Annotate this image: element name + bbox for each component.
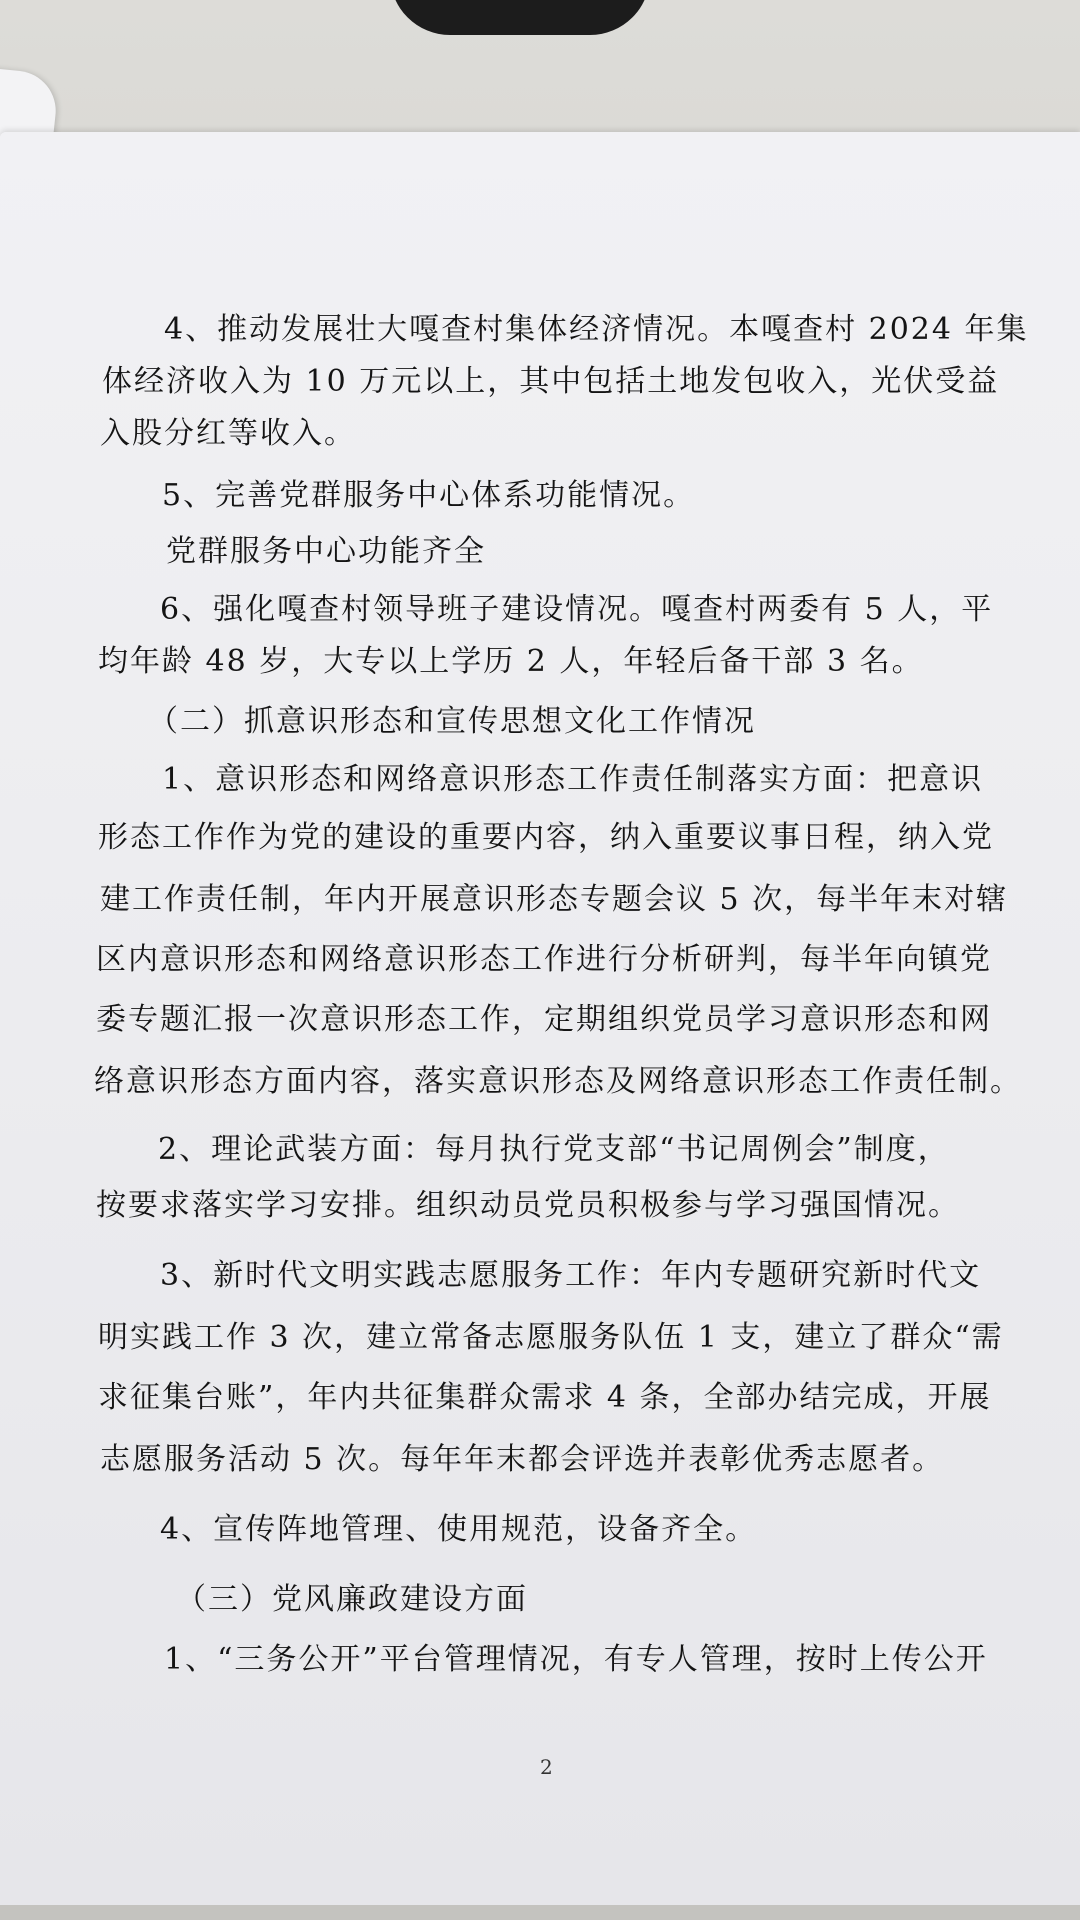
text-line: 求征集台账”，年内共征集群众需求 4 条，全部办结完成，开展 (98, 1380, 992, 1415)
text-line: 2、理论武装方面：每月执行党支部“书记周例会”制度， (158, 1132, 950, 1167)
text-line: 党群服务中心功能齐全 (166, 534, 486, 569)
dark-object (390, 0, 650, 35)
text-line: 均年龄 48 岁，大专以上学历 2 人，年轻后备干部 3 名。 (98, 644, 924, 679)
text-line: 入股分红等收入。 (100, 416, 356, 451)
text-line: 1、意识形态和网络意识形态工作责任制落实方面：把意识 (162, 762, 984, 797)
text-line: 委专题汇报一次意识形态工作，定期组织党员学习意识形态和网 (96, 1002, 992, 1037)
text-line: 3、新时代文明实践志愿服务工作：年内专题研究新时代文 (160, 1258, 982, 1293)
text-line: 4、宣传阵地管理、使用规范，设备齐全。 (160, 1512, 758, 1547)
text-line: 明实践工作 3 次，建立常备志愿服务队伍 1 支，建立了群众“需 (98, 1320, 1004, 1355)
text-line: 按要求落实学习安排。组织动员党员积极参与学习强国情况。 (96, 1188, 960, 1223)
page-number: 2 (540, 1755, 553, 1779)
text-line: 建工作责任制，年内开展意识形态专题会议 5 次，每半年末对辖 (100, 882, 1009, 917)
text-line: 6、强化嘎查村领导班子建设情况。嘎查村两委有 5 人，平 (160, 592, 994, 627)
paper-bottom-edge (0, 1905, 1080, 1920)
text-line: 4、推动发展壮大嘎查村集体经济情况。本嘎查村 2024 年集 (164, 312, 1029, 347)
text-line: 络意识形态方面内容，落实意识形态及网络意识形态工作责任制。 (94, 1064, 1022, 1099)
section-heading: （二）抓意识形态和宣传思想文化工作情况 (148, 704, 756, 739)
text-line: 1、“三务公开”平台管理情况，有专人管理，按时上传公开 (164, 1642, 988, 1677)
text-line: 志愿服务活动 5 次。每年年末都会评选并表彰优秀志愿者。 (100, 1442, 945, 1477)
text-line: 区内意识形态和网络意识形态工作进行分析研判，每半年向镇党 (96, 942, 992, 977)
section-heading: （三）党风廉政建设方面 (176, 1582, 528, 1617)
text-line: 体经济收入为 10 万元以上，其中包括土地发包收入，光伏受益 (102, 364, 1000, 399)
text-line: 5、完善党群服务中心体系功能情况。 (162, 478, 696, 513)
text-line: 形态工作作为党的建设的重要内容，纳入重要议事日程，纳入党 (98, 820, 994, 855)
